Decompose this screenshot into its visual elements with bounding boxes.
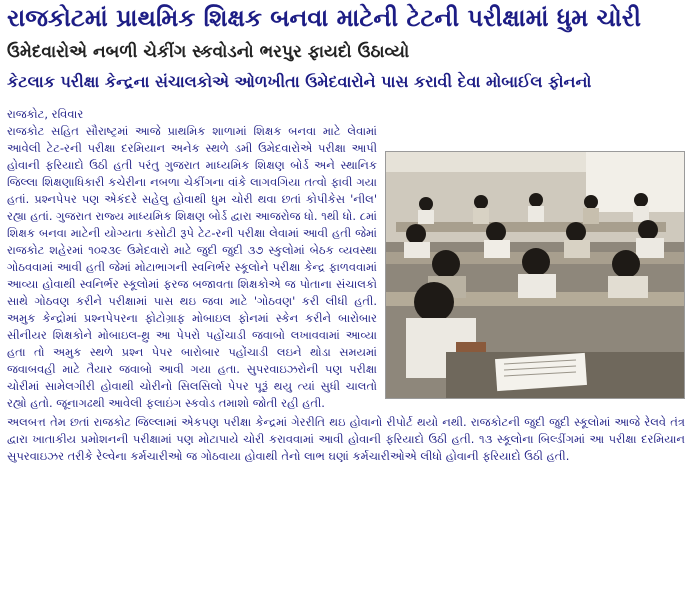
article-headline: રાજકોટમાં પ્રાથમિક શિક્ષક બનવા માટેની ટેટની પરીક્ષામાં ધુમ ચોરી [7, 4, 642, 32]
exam-hall-photo-icon [386, 152, 684, 398]
dateline: રાજકોટ, રવિવાર [7, 107, 84, 121]
exam-hall-photo [385, 151, 685, 399]
article-subheadline: ઉમેદવારોએ નબળી ચેકીંગ સ્કવોડનો ભરપુર ફાયદો ઉઠાવ્યો [7, 42, 410, 62]
article-paragraph-2: અલબત્ત તેમ છતાં રાજકોટ જિલ્લામાં એકપણ પરીક્ષા કેન્દ્રમાં ગેરરીતિ થઇ હોવાનો રીપોર્ટ થયો નથી. રાજકોટની જુદી જુદી સ્કૂલોમાં આજે રેલવે તંત્ર દ્વારા ખાતાકીય પ્રમોશનની પરીક્ષામાં પણ મોટાપાયે ચોરી કરાવવામાં આવી હોવાની ફરિયાદો ઉઠી હતી. ૧૩ સ્કૂલોના બિલ્ડીંગમાં આ પરીક્ષા દરમિયાન સુપરવાઇઝર તરીકે રેલ્વેના કર્મચારીઓ જ ગોઠવાયા હોવાથી તેનો લાભ ઘણાં કર્મચારીઓએ લીધો હોવાની ફરિયાદો ઉઠી હતી. [7, 415, 685, 463]
article-body [7, 106, 685, 465]
article-kicker: કેટલાક પરીક્ષા કેન્દ્રના સંચાલકોએ ઓળખીતા ઉમેદવારોને પાસ કરાવી દેવા મોબાઈલ ફોનનો [7, 72, 592, 91]
article-paragraph-1: રાજકોટ સહિત સૌરાષ્ટ્રમાં આજે પ્રાથમિક શાળામાં શિક્ષક બનવા માટે લેવામાં આવેલી ટેટ-રની પરીક્ષા દરમિયાન અનેક સ્થળે ડમી ઉમેદવારોએ પરીક્ષા આપી હોવાની ફરિયાદો ઉઠી હતી પરંતુ ગુજરાત માધ્યમિક શિક્ષણ બોર્ડ અને સ્થાનિક જિલ્લા શિક્ષણાધિકારી કચેરીના નબળા ચેકીંગના વાંકે લાગવગિયા તત્વો ફાવી ગયા હતાં. પ્રશ્નપેપર પણ એકંદરે સહેલુ હોવાથી ધુમ ચોરી થવા છતાં કોપીકેસ 'નીલ' રહ્યા હતાં. ગુજરાત રાજ્ય માધ્યમિક શિક્ષણ બોર્ડ દ્વારા આજરોજ ધો. ૧થી ધો. ૮માં શિક્ષક બનવા માટેની યોગ્યતા કસોટી રૂપે ટેટ-રની પરીક્ષા લેવામાં આવી હતી જેમાં રાજકોટ શહેરમાં ૧૦૨૩૯ ઉમેદવારો માટે જુદી જુદી ૩૭ સ્કુલોમાં બેઠક વ્યવસ્થા ગોઠવવામાં આવી હતી જેમાં મોટાભાગની સ્વનિર્ભર સ્કૂલોને પરીક્ષા કેન્દ્ર ફાળવવામાં આવ્યા હોવાથી સ્વનિર્ભર સ્કૂલોમાં ફરજ બજાવતા શિક્ષકોએ જ પોતાના સંચાલકો સાથે ગોઠવણ કરીને પરીક્ષામાં પાસ થઇ જવા માટે 'ગોઠવણ' કરી લીધી હતી. અમુક કેન્દ્રોમાં પ્રશ્નપેપરના ફોટોગ્રાફ મોબાઇલ ફોનમાં સ્કેન કરીને બારોબાર સીનીયર શિક્ષકોને મોબાઇલ-થ્રુ આ પેપરો પહોંચાડી જવાબો લખાવવામાં આવ્યા હતા તો અમુક સ્થળે પ્રશ્ન પેપર બારોબાર પહોંચાડી લઇને થોડા સમયમાં જવાબવહી માટે તૈયાર જવાબો આવી ગયા હતા. સુપરવાઇઝરોની પણ પરીક્ષા ચોરીમાં સામેલગીરી હોવાથી ચોરીનો સિલસિલો પેપર પૂરૂં થયુ ત્યાં સુધી ચાલતો રહ્યો હતો. જૂનાગઢથી આવેલી ફલાઇંગ સ્કવોડ તમાશો જોતી રહી હતી. [7, 124, 377, 410]
